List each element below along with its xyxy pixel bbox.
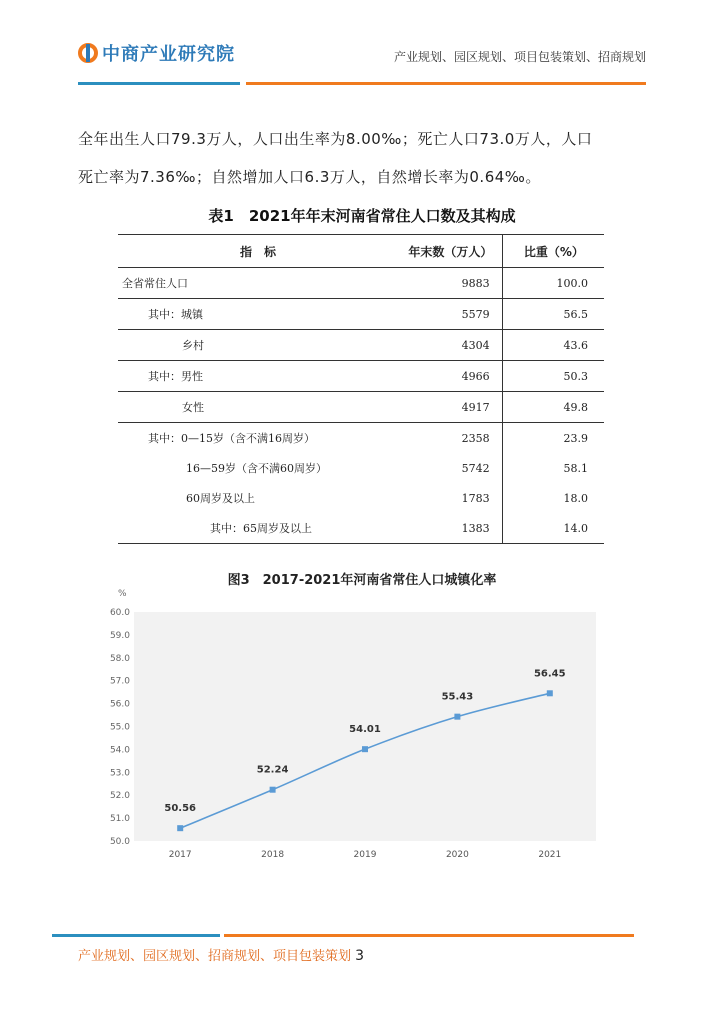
y-tick-label: 58.0 [109,653,130,664]
x-tick-label: 2017 [168,850,192,860]
y-tick-label: 52.0 [109,791,130,802]
y-tick-label: 57.0 [109,676,130,687]
table-row [118,453,604,483]
table-row [118,392,604,423]
row-label: 60周岁及以上 [186,492,255,505]
company-logo [78,40,235,66]
row-ratio: 100.0 [502,268,604,299]
y-tick-label: 53.0 [109,768,130,779]
urbanization-line-chart [100,584,610,864]
data-label: 52.24 [256,764,289,776]
table-header-row [118,235,604,268]
table-header-ratio: 比重（%） [502,235,604,268]
x-tick-label: 2020 [445,850,469,860]
header-rule-orange [246,82,646,85]
row-label: 全省常住人口 [118,268,398,299]
row-ratio: 43.6 [502,330,604,361]
data-label: 56.45 [533,668,566,680]
row-value: 5742 [398,453,502,483]
footer-rule-orange [224,934,634,937]
table-row [118,361,604,392]
data-point [177,825,183,831]
row-ratio: 58.1 [563,461,588,475]
footer [78,945,364,964]
paragraph-line-2: 死亡率为7.36‰；自然增加人口6.3万人，自然增长率为0.64‰。 [78,168,541,186]
row-value: 1783 [398,483,502,513]
table-row [118,299,604,330]
table-header-value: 年末数（万人） [398,235,502,268]
table-row [118,483,604,513]
row-value: 4304 [398,330,502,361]
data-label: 55.43 [441,691,474,703]
row-label: 16—59岁（含不满60周岁） [186,462,327,475]
row-label: 其中：城镇 [118,299,398,330]
data-point [454,714,460,720]
table-row [118,423,604,454]
body-paragraph [78,120,648,196]
page-number: 3 [355,948,365,964]
y-tick-label: 54.0 [109,745,130,756]
row-value: 4966 [398,361,502,392]
row-ratio: 23.9 [563,431,588,445]
x-tick-label: 2019 [353,850,377,860]
y-tick-label: 56.0 [109,699,130,710]
page-header [0,0,724,90]
data-point [270,787,276,793]
row-label: 其中：0—15岁（含不满16周岁） [148,432,315,445]
table-row [118,330,604,361]
y-tick-label: 55.0 [109,722,130,733]
data-point [547,690,553,696]
row-ratio: 49.8 [502,392,604,423]
paragraph-line-1: 全年出生人口79.3万人，人口出生率为8.00‰；死亡人口73.0万人，人口 [78,130,593,148]
row-value: 5579 [398,299,502,330]
row-label: 其中：65周岁及以上 [118,513,398,544]
row-ratio: 50.3 [502,361,604,392]
logo-icon [78,43,98,63]
footer-rule-blue [52,934,220,937]
row-ratio: 18.0 [563,491,588,505]
y-tick-label: 59.0 [109,630,130,641]
header-tagline: 产业规划、园区规划、项目包装策划、招商规划 [393,50,646,64]
table-header-indicator: 指 标 [118,235,398,268]
row-value: 2358 [398,423,502,454]
x-tick-label: 2018 [261,850,285,860]
row-ratio: 56.5 [502,299,604,330]
footer-tagline: 产业规划、园区规划、招商规划、项目包装策划 [78,949,352,964]
row-ratio: 14.0 [502,513,604,544]
row-label: 其中：男性 [118,361,398,392]
header-rule-blue [78,82,240,85]
row-value: 4917 [398,392,502,423]
logo-text: 中商产业研究院 [102,44,235,65]
data-label: 50.56 [164,803,197,815]
table-row [118,513,604,544]
data-label: 54.01 [349,724,381,736]
table-row [118,268,604,299]
chart-title: 图3 2017-2021年河南省常住人口城镇化率 [227,573,497,588]
row-value: 9883 [398,268,502,299]
y-tick-label: 51.0 [109,814,130,825]
y-tick-label: 50.0 [109,837,130,847]
y-axis-unit-label: % [118,589,127,599]
row-value: 1383 [398,513,502,544]
y-tick-label: 60.0 [109,608,130,618]
row-label: 女性 [118,392,398,423]
x-tick-label: 2021 [538,850,562,860]
table-title: 表1 2021年年末河南省常住人口数及其构成 [208,207,516,225]
data-point [362,746,368,752]
population-table [118,234,604,544]
row-label: 乡村 [118,330,398,361]
